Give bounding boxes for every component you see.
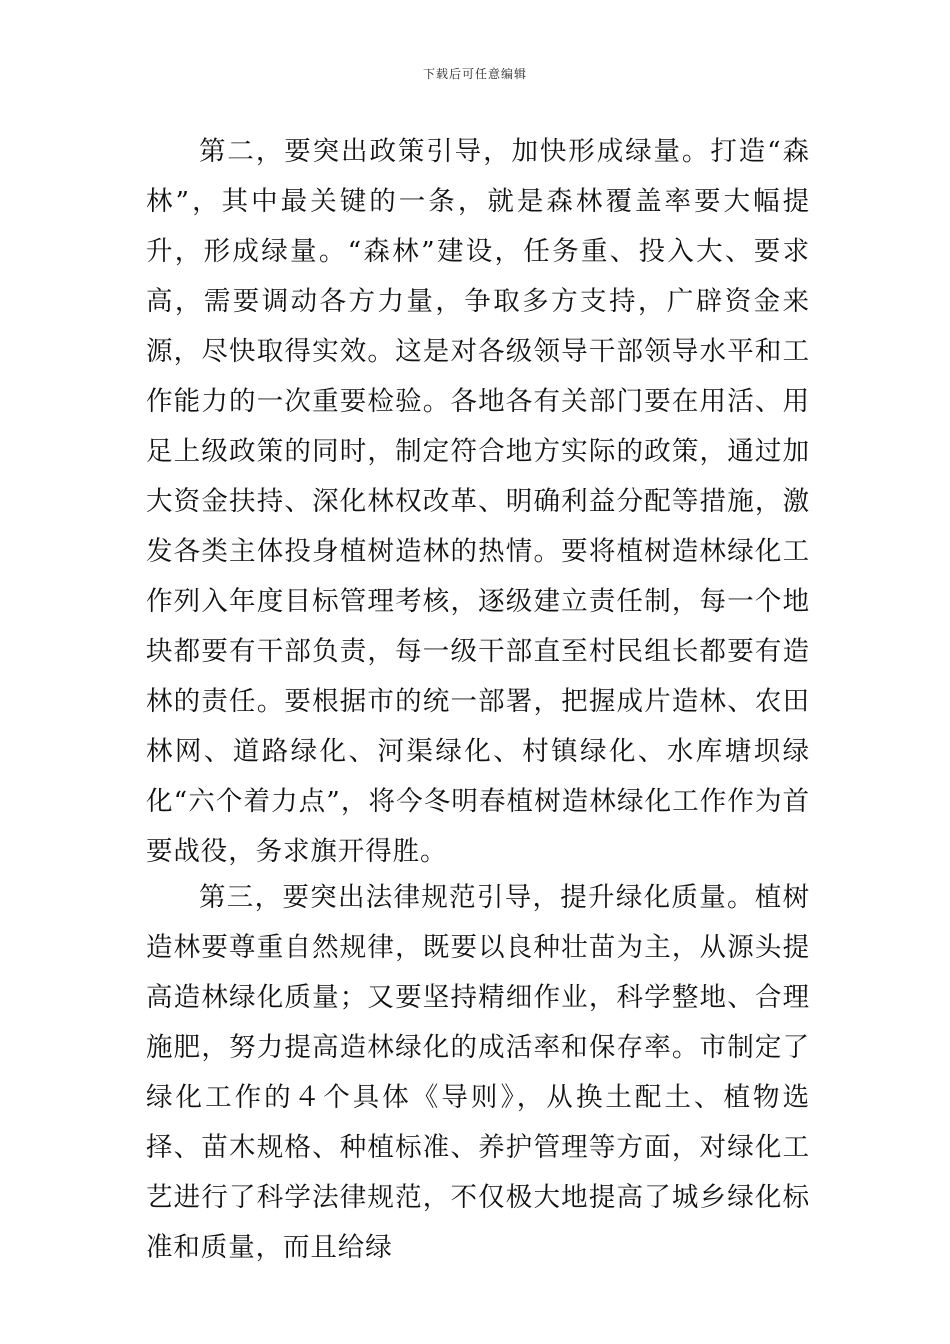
- paragraph-text: 第二，要突出政策引导，加快形成绿量。打造“森林”，其中最关键的一条，就是森林覆盖率要大幅提升，形成绿量。“森林”建设，任务重、投入大、要求高，需要调动各方力量，争取多方支持，广辟资金来源，尽快取得实效。这是对各级领导干部领导水平和工作能力的一次重要检验。各地各有关部门要在用活、用足上级政策的同时，制定符合地方实际的政策，通过加大资金扶持、深化林权改革、明确利益分配等措施，激发各类主体投身植树造林的热情。要将植树造林绿化工作列入年度目标管理考核，逐级建立责任制，每一个地块都要有干部负责，每一级干部直至村民组长都要有造林的责任。要根据市的统一部署，把握成片造林、农田林网、道路绿化、河渠绿化、村镇绿化、水库塘坝绿化“六个着力点”，将今冬明春植树造林绿化工作作为首要战役，务求旗开得胜。: [146, 136, 810, 867]
- paragraph-text: 第三，要突出法律规范引导，提升绿化质量。植树造林要尊重自然规律，既要以良种壮苗为主，从源头提高造林绿化质量；又要坚持精细作业，科学整地、合理施肥，努力提高造林绿化的成活率和保存率。市制定了绿化工作的４个具体《导则》，从换土配土、植物选择、苗木规格、种植标准、养护管理等方面，对绿化工艺进行了科学法律规范，不仅极大地提高了城乡绿化标准和质量，而且给绿: [146, 882, 810, 1263]
- body-paragraph-second: [146, 127, 810, 877]
- page-header-note: 下载后可任意编辑: [422, 67, 527, 81]
- body-paragraph-third: [146, 873, 810, 1273]
